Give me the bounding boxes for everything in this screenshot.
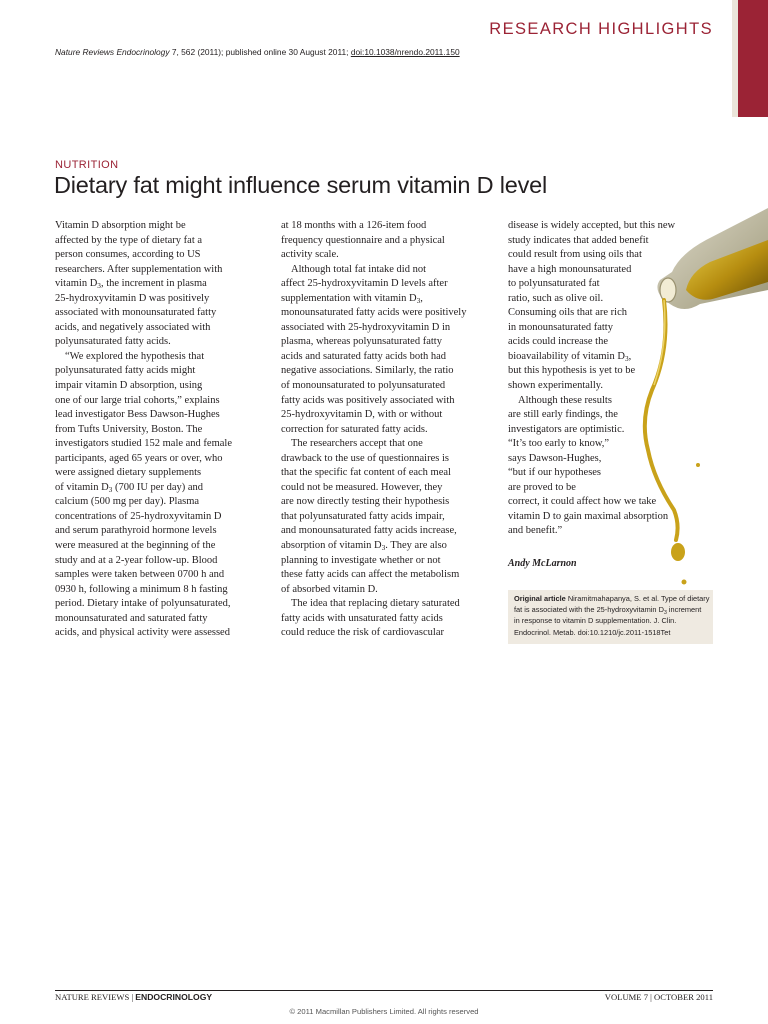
body-line: Vitamin D absorption might be [55,220,186,231]
body-line: but this hypothesis is yet to be [508,365,636,377]
body-line: 25-hydroxyvitamin D was positively [55,292,210,304]
body-line: period. Dietary intake of polyunsaturated, [55,598,231,610]
body-line: plasma, whereas polyunsaturated fatty [281,336,442,348]
body-line: were measured at the beginning of the [55,540,216,552]
body-line: could result from using oils that [508,249,642,261]
body-line: Although these results [518,394,612,406]
body-line: shown experimentally. [508,380,603,392]
body-line: were assigned dietary supplements [55,467,202,479]
doi-link[interactable]: doi:10.1038/nrendo.2011.150 [350,47,460,57]
body-line: impair vitamin D absorption, using [55,380,203,392]
article-kicker: NUTRITION [55,159,119,171]
original-article-box [508,590,713,644]
article-title: Dietary fat might influence serum vitamin D level [54,172,548,198]
footer-journal-right: ENDOCRINOLOGY [135,992,213,1002]
body-line: polyunsaturated fatty acids might [55,365,196,377]
body-line: “It’s too early to know,” [508,438,610,450]
body-line: correction for saturated fatty acids. [281,423,428,435]
body-line: “We explored the hypothesis that [65,350,205,362]
author-name: Andy McLarnon [508,558,577,569]
original-article-line-4: Endocrinol. Metab. doi:10.1210/jc.2011-1518Tet [514,627,671,637]
journal-name: Nature Reviews Endocrinology [55,47,170,57]
footer-issue: VOLUME 7 | OCTOBER 2011 [604,992,713,1002]
body-line: and serum parathyroid hormone levels [55,525,217,537]
citation-details: 7, 562 (2011); published online 30 August 2011; [169,47,351,57]
body-column-2 [281,219,466,641]
body-line: are proved to be [508,481,576,493]
body-line: could reduce the risk of cardiovascular [281,627,444,639]
body-line: fatty acids with unsaturated fatty acids [281,612,443,624]
body-line: of monounsaturated to polyunsaturated [281,380,446,392]
body-line: acids could increase the [508,336,608,348]
body-line: study and at a 2-year follow-up. Blood [55,554,218,566]
body-line: that polyunsaturated fatty acids impair, [281,510,445,522]
body-line: person consumes, according to US [55,249,201,261]
body-line: that the specific fat content of each meal [281,467,451,479]
footer-journal: NATURE REVIEWS | ENDOCRINOLOGY [55,992,213,1002]
body-line: of vitamin $D_3$ (700 IU per day) and [55,481,204,494]
body-line: bioavailability of vitamin $D_3$, [508,350,632,363]
body-line: concentrations of 25-hydroxyvitamin D [55,510,222,522]
body-line: and monounsaturated fatty acids increase, [281,525,457,537]
body-line: fatty acids was positively associated with [281,394,455,406]
original-article-line-1: Niramitmahapanya, S. et al. Type of dietary [567,594,710,603]
body-line: disease is widely accepted, but this new [508,220,676,231]
footer-journal-left: NATURE REVIEWS [55,992,130,1002]
body-line: investigators are optimistic. [508,423,625,435]
body-line: one of our large trial cohorts,” explains [55,394,220,406]
body-line: planning to investigate whether or not [281,554,441,566]
body-line: affect 25-hydroxyvitamin D levels after [281,278,448,290]
body-line: says Dawson-Hughes, [508,452,602,464]
section-tab [738,0,768,117]
body-line: lead investigator Bess Dawson-Hughes [55,409,220,421]
original-article-line-3: in response to vitamin D supplementation. J. Clin. [514,616,677,626]
body-line: investigators studied 152 male and female [55,438,232,450]
body-line: are now directly testing their hypothesis [281,496,450,508]
body-line: could not be measured. However, they [281,481,443,493]
body-line: polyunsaturated fatty acids. [55,336,171,348]
body-line: “but if our hypotheses [508,467,602,479]
body-line: in monounsaturated fatty [508,321,613,333]
body-line: activity scale. [281,249,339,261]
body-line: these fatty acids can affect the metabolism [281,569,460,581]
body-line: acids, and negatively associated with [55,321,211,333]
footer-rule [55,990,713,991]
body-line: correct, it could affect how we take [508,496,657,508]
citation-line [55,47,460,57]
body-line: from Tufts University, Boston. The [55,423,203,435]
body-line: drawback to the use of questionnaires is [281,452,449,464]
section-header: RESEARCH HIGHLIGHTS [489,20,713,38]
body-line: monounsaturated and saturated fatty [55,612,208,624]
body-line: vitamin $D_3$, the increment in plasma [55,278,207,291]
body-line: Consuming oils that are rich [508,307,627,319]
body-line: participants, aged 65 years or over, who [55,452,223,464]
body-line: and benefit.” [508,525,563,537]
olive-oil-pour-image [640,180,768,610]
body-line: negative associations. Similarly, the ratio [281,365,454,377]
body-line: acids and saturated fatty acids both had [281,350,447,362]
body-line: researchers. After supplementation with [55,263,223,275]
body-line: have a high monounsaturated [508,263,632,275]
body-line: 25-hydroxyvitamin D, with or without [281,409,443,421]
original-article-label: Original article [514,594,566,603]
body-line: at 18 months with a 126-item food [281,220,427,231]
body-line: study indicates that added benefit [508,234,649,246]
original-article-line-2: fat is associated with the 25-hydroxyvitamin $D_3$ increment [514,605,702,617]
body-line: absorption of vitamin $D_3$. They are also [281,540,447,553]
body-line: supplementation with vitamin $D_3$, [281,292,423,305]
body-line: of absorbed vitamin D. [281,583,378,595]
body-line: acids, and physical activity were assessed [55,627,230,639]
body-line: to polyunsaturated fat [508,278,600,290]
body-line: affected by the type of dietary fat a [55,234,203,246]
body-line: samples were taken between 0700 h and [55,569,225,581]
body-line: 0930 h, following a minimum 8 h fasting [55,583,228,595]
body-line: ratio, such as olive oil. [508,292,604,304]
body-line: vitamin D to gain maximal absorption [508,510,669,522]
body-line: frequency questionnaire and a physical [281,234,445,246]
body-line: are still early findings, the [508,409,618,421]
body-line: associated with monounsaturated fatty [55,307,217,319]
body-line: associated with 25-hydroxyvitamin D in [281,321,451,333]
body-line: The researchers accept that one [291,438,423,450]
body-line: calcium (500 mg per day). Plasma [55,496,200,508]
body-line: monounsaturated fatty acids were positively [281,307,467,319]
body-line: Although total fat intake did not [291,263,427,275]
copyright-notice: © 2011 Macmillan Publishers Limited. All rights reserved [289,1007,479,1016]
body-line: The idea that replacing dietary saturated [291,598,460,610]
body-column-1 [55,219,232,641]
